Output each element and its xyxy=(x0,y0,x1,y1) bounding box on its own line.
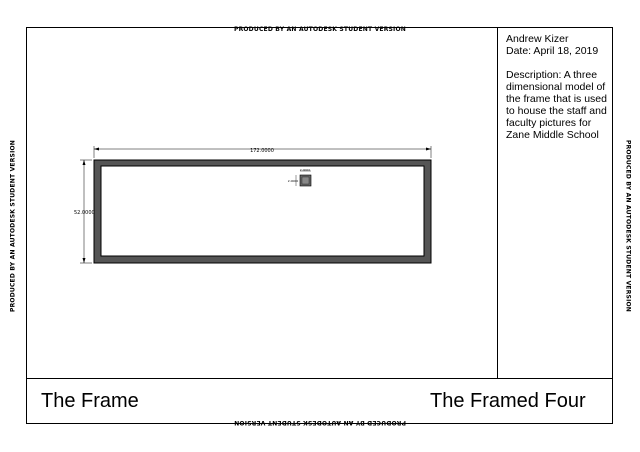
watermark-bottom: PRODUCED BY AN AUTODESK STUDENT VERSION xyxy=(233,419,407,426)
width-dimension-label: 172.0000 xyxy=(250,148,274,154)
title-right: The Framed Four xyxy=(430,390,586,412)
watermark-right: PRODUCED BY AN AUTODESK STUDENT VERSION xyxy=(624,139,632,313)
frame-opening xyxy=(101,166,424,256)
height-dimension-label: 52.0000 xyxy=(74,210,95,216)
watermark-top: PRODUCED BY AN AUTODESK STUDENT VERSION xyxy=(233,26,407,33)
detail-dimension-side: 2.0000 xyxy=(287,179,299,183)
drawing-description: Description: A three dimensional model of the frame that is used to house the staff and faculty pictures for Zane Middle School xyxy=(506,69,607,141)
drawing-date: Date: April 18, 2019 xyxy=(506,45,599,57)
title-left: The Frame xyxy=(41,390,139,412)
detail-dimension-top: 2.0000 xyxy=(299,168,311,172)
watermark-left: PRODUCED BY AN AUTODESK STUDENT VERSION xyxy=(9,139,17,313)
author-name: Andrew Kizer xyxy=(506,33,569,45)
